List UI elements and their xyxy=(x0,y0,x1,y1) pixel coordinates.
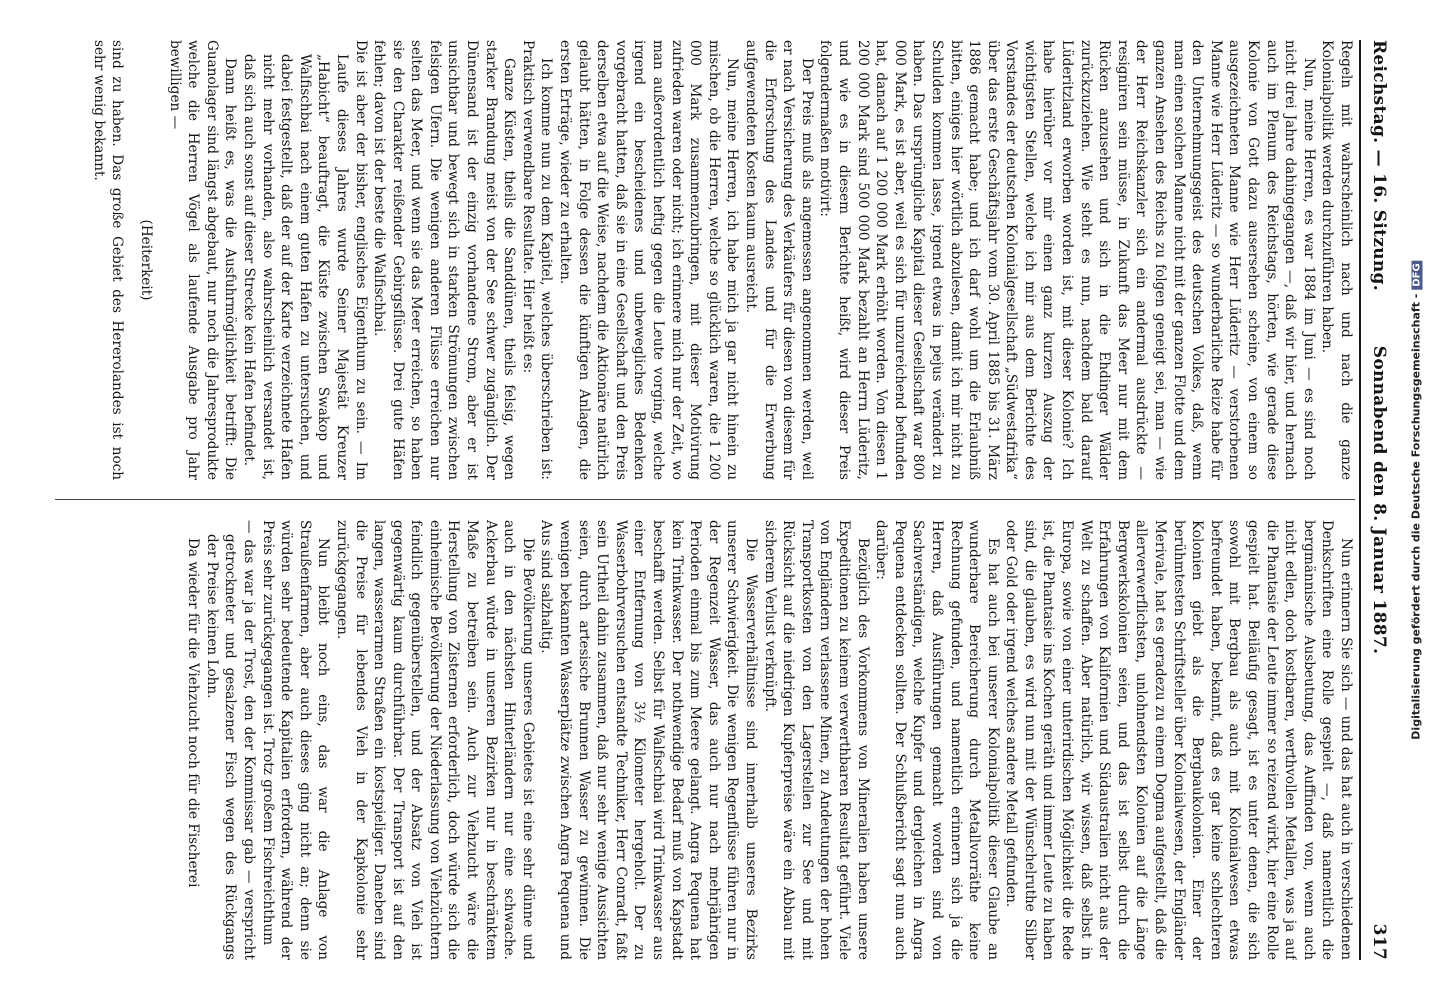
rotated-newspaper-page xyxy=(31,20,1401,980)
header-left: Reichstag. — 16. Sitzung. xyxy=(1369,40,1389,291)
left-column xyxy=(45,40,1355,480)
paragraph: Die Bevölkerung unseres Gebietes ist eine sehr dünne und auch in den nächsten Hinterländern nur eine schwache. Ackerbau würde in unseren Bezirken nur in beschränktem Maße zu betreiben sein. Auch zur Viehzucht wäre die Herstellung von Zisternen erforderlich, doch würde sich die einheimische Bevölkerung der Niederlassung von Viehzüchtern feindlich gegenüberstellen, und der Absatz von Vieh ist gegenwärtig kaum durchführbar. Der Transport ist auf den langen, wasserarmen Straßen ein kostspieliger. Daneben sind die Preise für lebendes Vieh in der Kapkolonie sehr zurückgegangen. xyxy=(333,520,536,960)
paragraph: Bezüglich des Vorkommens von Mineralien haben unsere Expeditionen zu keinem verwerthbaren Resultat geführt. Viele von Engländern verlassene Minen, zu Andeutungen der hohen Transportkosten von den Lagerstellen zur See und mit Rücksicht auf die niedrigen Kupferpreise wäre ein Abbau mit sicherem Verlust verknüpft. xyxy=(761,520,871,960)
paragraph: Die ist aber der bisher, englisches Eigenthum zu sein. — Im Laufe dieses Jahres wurde Seiner Majestät Kreuzer „Habicht“ beauftragt, die Küste zwischen Swakop und Walfischbai nach einem guten Hafen zu untersuchen, und dabei festgestellt, daß der auf der Karte verzeichnete Hafen nicht mehr vorhanden, also wahrscheinlich versandet ist, daß sich auch sonst auf dieser Strecke kein Hafen befindet. xyxy=(240,40,369,480)
paragraph: Nun, meine Herren, ich habe mich ja gar nicht hinein zu mischen, ob die Herren, welche so glücklich waren, die 1 200 000 Mark zusammenzubringen, mit dieser Motivirung zufrieden waren oder nicht; ich erinnere mich nur der Zeit, wo man außerordentlich heftig gegen die Leute vorging, welche irgend ein bescheidenes und unbewegliches Bedenken vorgebracht hatten, daß sie in eine Gesellschaft und den Preis derselben etwa auf die Weise, nachdem die Aktionäre natürlich gelaubt hätten, in Folge dessen die künftigen Anlagen, die ersten Erträge, wieder zu erhalten. xyxy=(557,40,741,480)
paragraph: Dann heißt es, was die Ausfuhrmöglichkeit betrifft: Die Guanolager sind längst abgebaut, nur noch die Jahresprodukte welche die Herren Vögel als laufende Ausgabe pro Jahr bewilligen — xyxy=(166,40,239,480)
paragraph: Der Preis muß als angemessen angenommen werden, weil er nach Versicherung des Verkäufers für diesen von diesem für die Erforschung des Landes und für die Erwerbung aufgewendeten Kosten kaum ausreicht. xyxy=(743,40,815,480)
dfg-logo: DFG xyxy=(1412,260,1423,289)
column-separator xyxy=(55,499,1355,500)
header-rule xyxy=(1359,40,1361,960)
paragraph: Ich komme nun zu dem Kapitel, welches überschrieben ist: Praktisch verwendbare Resultate. Hier heißt es: xyxy=(519,40,555,480)
paragraph: sind zu haben. Das große Gebiet des Hererolandes ist noch sehr wenig bekannt. xyxy=(90,40,126,480)
paragraph: Es hat auch bei unserer Kolonialpolitik dieser Glaube an wunderbare Bereicherung durch Metallvorräthe keine Rechnung gefunden, und namentlich erinnern sich ja die Herren, daß Ausführungen gemacht worden sind von Sachverständigen, welche Kupfer und dergleichen in Angra Pequena entdecken sollten. Der Schlußbericht sagt nun auch darüber: xyxy=(873,520,1001,960)
paragraph: Da wieder für die Viehzucht noch für die Fischerei xyxy=(185,538,202,888)
header-date: Sonnabend den 8. Januar 1887. xyxy=(1369,345,1389,655)
paragraph: Nun erinnern Sie sich — und das hat auch in verschiedenen Denkschriften eine Rolle gespielt —, daß namentlich die bergmännische Ausbeutung, das Auffinden von, wenn auch nicht edlen, doch kostbaren, werthvollen Metallen, was ja auf die Phantasie der Leute immer so reizend wirkt, hier eine Rolle gespielt hat. Beiläufig gesagt, ist es unter denen, die sich sowohl mit Bergbau als auch mit Kolonialwesen etwas befreundet haben, bekannt, daß es gar keine schlechteren Kolonien giebt als die Bergbaukolonien. Einer der berühmtesten Schriftsteller über Kolonialwesen, der Engländer Merivale, hat es geradezu zu einem Dogma aufgestellt, daß die allerverwerflichsten, unlohnendsten Kolonien auf die Länge Bergwerkskolonien seien, und das ist selbst durch die Erfahrungen von Kalifornien und Südaustralien nicht aus der Welt zu schaffen. Aber natürlich, wir wissen, daß selbst in Europa, sowie von einer unterirdischen Möglichkeit die Rede ist, die Phantasie ins Kochen geräth und immer Leute zu haben sind, die glauben, es wird nun mit der Wünschelruthe Silber oder Gold oder irgend welches andere Metall gefunden. xyxy=(1003,520,1354,960)
interjection: (Heiterkeit) xyxy=(138,219,154,301)
paragraph: Ganze Küsten, theils die Sanddünen, theils felsig, wegen starker Brandung meist von der See schwer zugänglich. Der Dünensand ist der einzig vorhandene Strom, aber er ist unsichtbar und bewegt sich in starken Strömungen zwischen felsigen Ufern. Die wenigen anderen Flüsse erreichen nur selten das Meer, und wenn sie das Meer erreichen, so haben sie den Charakter reißender Gebirgsflüsse. Drei gute Häfen fehlen; davon ist der beste die Walfischbai. xyxy=(371,40,518,480)
paragraph: Nun bleibt noch eins, das war die Anlage von Straußenfarmen, aber auch dieses ging nicht an; denn sie würden sehr bedeutende Kapitalien erfordern, während der Preis sehr zurückgegangen ist. Trotz großem Fischreichthum xyxy=(259,520,332,960)
running-header xyxy=(1363,40,1389,960)
page-number: 317 xyxy=(1369,923,1389,960)
paragraph: Nun, meine Herren, es war 1884 im Juni — es sind noch nicht drei Jahre dahingegangen —, daß wir hier, und hernach auch im Plenum des Reichstags, hörten, wie gerade diese Kolonie von Gott dazu ausersehen scheine, von einem so ausgezeichneten Manne wie Herr Lüderitz — verstorbenen Manne wie Herr Lüderitz — so wunderbarliche Reize habe für den Unternehmungsgeist des deutschen Volkes, daß, wenn man einen solchen Manne nicht mit der ganzen Flotte und dem ganzen Ansehen des Reichs zu folgen geneigt sei, man — wie der Herr Reichskanzler sich ein andermal ausdrückte — resigniren sein müsse, in Zukunft das Meer nur mit dem Rücken anzusehen und sich in die Ehdinger Wälder zurückzuziehen. Wie steht es nun, nachdem bald darauf Lüderitzland erworben worden ist, mit dieser Kolonie? Ich habe hierüber vor mir einen ganz kurzen Auszug der wichtigsten Stellen, welche ich mir aus dem Berichte des Vorstandes der deutschen Kolonialgesellschaft „Südwestafrika“ über das erste Geschäftsjahr vom 30. April 1885 bis 31. März 1886 gemacht habe; und ich darf wohl um die Erlaubniß bitten, einiges hier wörtlich abzulesen, damit ich mir nicht zu Schulden kommen lasse, irgend etwas in pejus verändert zu haben. Das ursprüngliche Kapital dieser Gesellschaft war 800 000 Mark, es ist aber, weil es sich für unzureichend befunden hat, danach auf 1 200 000 Mark erhöht worden. Von diesen 1 200 000 Mark sind 500 000 Mark bezahlt an Herrn Lüderitz, und wie es in diesem Berichte heißt, wird dieser Preis folgendermaßen motivirt: xyxy=(817,40,1317,480)
digitization-credit xyxy=(1410,260,1423,739)
paragraph: — das war ja der Trost, den der Kommissar gab — verspricht getrockneter und gesalzener Fisch wegen des Rückgangs der Preise keinen Lohn. xyxy=(203,520,257,960)
right-column xyxy=(45,520,1355,960)
credit-text: Digitalisierung gefördert durch die Deutsche Forschungsgemeinschaft - xyxy=(1409,293,1423,740)
paragraph: Regeln mit wahrscheinlich nach und nach die ganze Kolonialpolitik werden durchzuführen haben. xyxy=(1319,40,1354,480)
paragraph: Die Wasserverhältnisse sind innerhalb unseres Bezirks unserer Schwierigkeit. Die wenigen Regenflüsse führen nur in der Regenzeit Wasser, das auch nur nach mehrjährigen Perioden einmal bis zum Meere gelangt. Angra Pequena hat kein Trinkwasser. Der nothwendige Bedarf muß von Kapstadt beschafft werden. Selbst für Walfischbai wird Trinkwasser aus einer Entfernung von 3½ Kilometer hergeholt. Der zu Wasserbohrversuchen entsandte Techniker, Herr Conradt, faßt sein Urtheil dahin zusammen, daß nur sehr wenige Aussichten seien, durch artesische Brunnen Wasser zu gewinnen. Die wenigen bekannten Wasserplätze zwischen Angra Pequena und Aus sind salzhaltig. xyxy=(538,520,759,960)
